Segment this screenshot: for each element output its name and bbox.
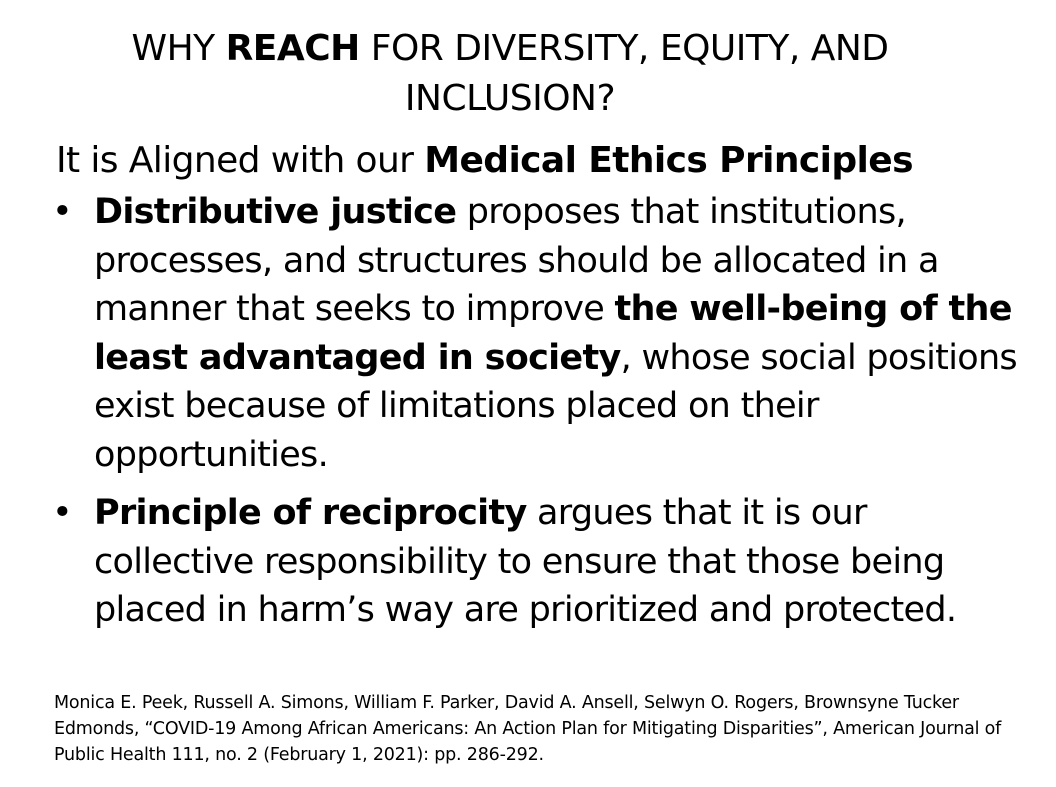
bullet-marker: • [52,493,72,533]
title-emphasis: REACH [225,28,360,69]
citation: Monica E. Peek, Russell A. Simons, William F. Parker, David A. Ansell, Selwyn O. Rogers, Brownsyne Tucker Edmonds, “COVID-19 Among African Americans: An Action Plan for Mitigating Disparities”, American Journal of Public Health 111, no. 2 (February 1, 2021): pp. 286-292. [54,693,1002,765]
bullet-text: argues that it is our collective responsibility to ensure that those being placed in harm’s way are prioritized and protected. [94,493,957,630]
slide-title [90,24,930,124]
bullet-text: proposes that institutions, processes, and structures should be allocated in a manner that seeks to improve [94,192,939,329]
bullet-item-reciprocity [52,489,1022,635]
subtitle-emphasis: Medical Ethics Principles [424,140,913,181]
title-prefix: WHY [131,28,226,69]
bullet-bold-emphasis: the well-being of the least advantaged in society [94,289,1012,378]
slide-subtitle [56,138,1036,184]
bullet-bold-lead: Principle of reciprocity [94,493,527,533]
title-suffix: FOR DIVERSITY, EQUITY, AND INCLUSION? [359,28,889,119]
bullet-list [52,188,1022,635]
bullet-bold-lead: Distributive justice [94,192,457,232]
bullet-marker: • [52,192,72,232]
subtitle-prefix: It is Aligned with our [56,140,425,181]
bullet-text: , whose social positions exist because of limitations placed on their opportunities. [94,337,1017,475]
bullet-item-distributive-justice [52,188,1022,479]
